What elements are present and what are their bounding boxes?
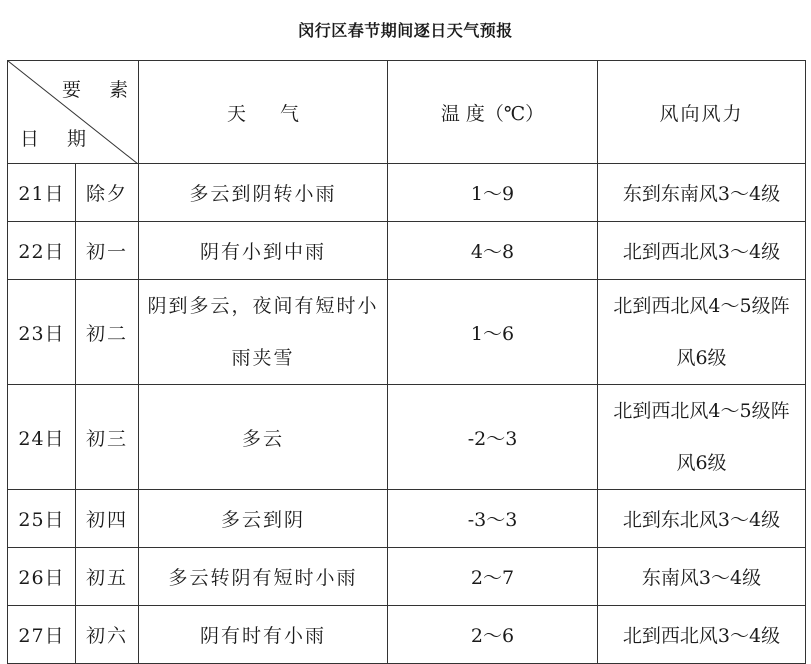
table-row (8, 280, 806, 385)
date-cell: 27日 (8, 606, 76, 664)
temp-cell: -3～3 (388, 490, 598, 548)
wind-cell (598, 280, 806, 385)
date-cell: 24日 (8, 385, 76, 490)
lunar-cell: 初六 (76, 606, 139, 664)
temp-cell: 2～6 (388, 606, 598, 664)
date-cell: 26日 (8, 548, 76, 606)
forecast-table (7, 60, 806, 664)
date-cell: 23日 (8, 280, 76, 385)
table-header-row (8, 61, 806, 164)
header-elements-label: 要 素 (61, 79, 128, 101)
diagonal-header-cell (8, 61, 139, 164)
wind-cell: 东到东南风3～4级 (598, 164, 806, 222)
weather-cell: 多云到阴 (139, 490, 388, 548)
temp-cell: 4～8 (388, 222, 598, 280)
weather-cell: 阴有小到中雨 (139, 222, 388, 280)
weather-cell: 多云到阴转小雨 (139, 164, 388, 222)
date-cell: 25日 (8, 490, 76, 548)
table-row (8, 164, 806, 222)
weather-cell: 多云 (139, 385, 388, 490)
page-title: 闵行区春节期间逐日天气预报 (298, 21, 513, 40)
lunar-cell: 除夕 (76, 164, 139, 222)
weather-cell: 阴有时有小雨 (139, 606, 388, 664)
header-temperature: 温 度（℃） (388, 61, 598, 164)
lunar-cell: 初二 (76, 280, 139, 385)
table-row (8, 490, 806, 548)
weather-text: 阴到多云，夜间有短时小雨夹雪 (147, 295, 379, 369)
date-cell: 21日 (8, 164, 76, 222)
weather-cell (139, 280, 388, 385)
lunar-cell: 初一 (76, 222, 139, 280)
wind-cell: 北到西北风3～4级 (598, 222, 806, 280)
weather-cell: 多云转阴有短时小雨 (139, 548, 388, 606)
lunar-cell: 初五 (76, 548, 139, 606)
header-date-label: 日 期 (20, 128, 87, 150)
date-cell: 22日 (8, 222, 76, 280)
wind-cell: 北到西北风3～4级 (598, 606, 806, 664)
wind-text: 北到西北风4～5级阵风6级 (613, 295, 790, 369)
wind-text: 北到西北风4～5级阵风6级 (613, 400, 790, 474)
lunar-cell: 初三 (76, 385, 139, 490)
temp-cell: 2～7 (388, 548, 598, 606)
temp-cell: 1～9 (388, 164, 598, 222)
header-weather: 天 气 (139, 61, 388, 164)
wind-cell (598, 385, 806, 490)
wind-cell: 北到东北风3～4级 (598, 490, 806, 548)
temp-cell: 1～6 (388, 280, 598, 385)
table-row (8, 606, 806, 664)
lunar-cell: 初四 (76, 490, 139, 548)
table-row (8, 548, 806, 606)
wind-cell: 东南风3～4级 (598, 548, 806, 606)
table-row (8, 222, 806, 280)
header-wind: 风向风力 (598, 61, 806, 164)
table-row (8, 385, 806, 490)
temp-cell: -2～3 (388, 385, 598, 490)
